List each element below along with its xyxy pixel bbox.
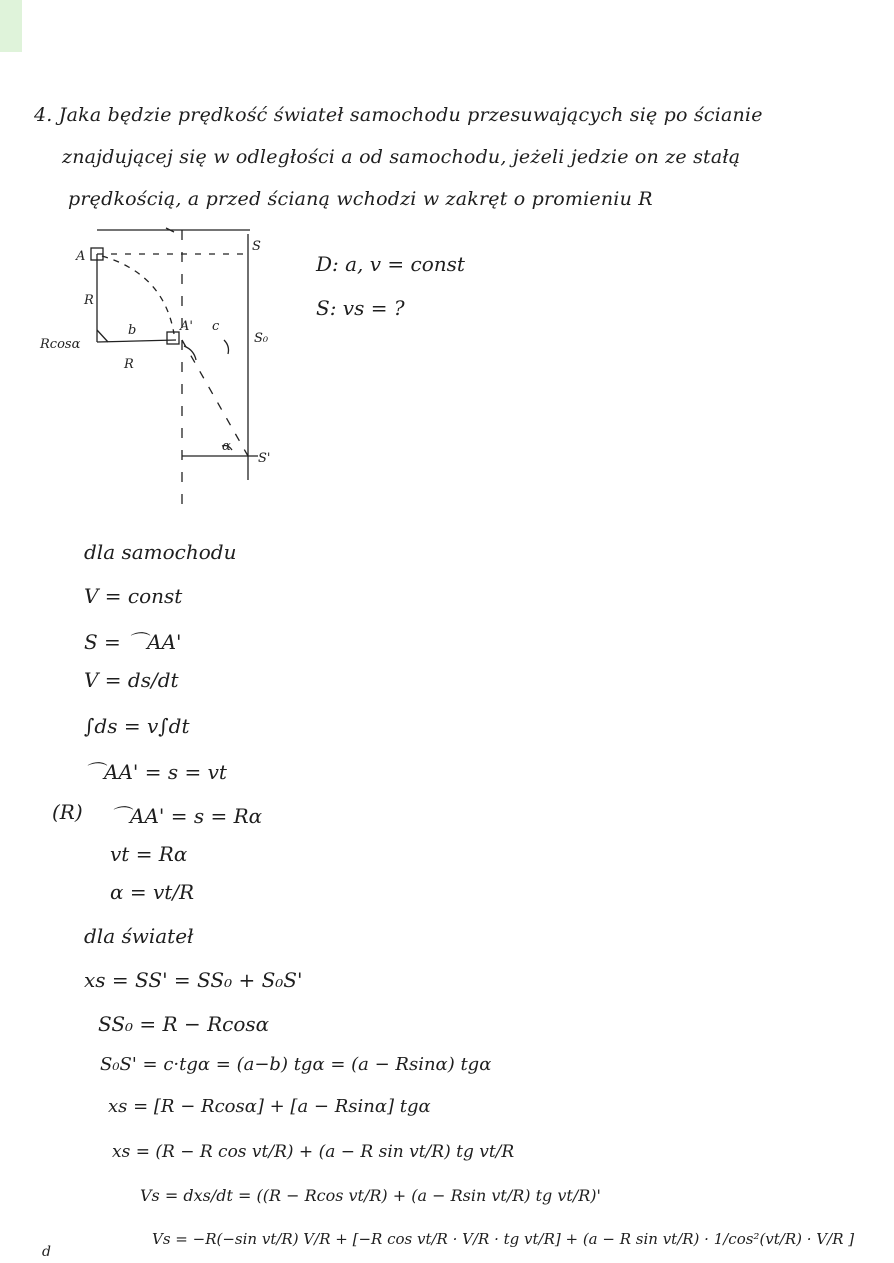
marker-R: (R) [52,800,83,824]
light-beam-line [182,340,248,456]
light-eq-6: Vs = dxs/dt = ((R − Rcos vt/R) + (a − Rsin vt/R) tg vt/R)' [140,1186,601,1205]
label-S: S [252,239,261,254]
label-b: b [128,323,137,338]
geometry-diagram [36,218,306,518]
sought-quantity: S: vs = ? [316,296,405,320]
angle-eq-2: vt = Rα [110,842,188,866]
light-eq-4: xs = [R − Rcosα] + [a − Rsinα] tgα [108,1096,431,1117]
light-eq-3: S₀S' = c·tgα = (a−b) tgα = (a − Rsinα) tgα [100,1054,492,1075]
problem-line-2: znajdującej się w odległości a od samochodu, jeżeli jedzie on ze stałą [62,146,741,168]
label-alpha: α [222,439,231,454]
problem-line-1: 4. Jaka będzie prędkość świateł samochodu przesuwających się po ścianie [34,104,763,126]
car-eq-5: ⌒AA' = s = vt [84,760,227,784]
label-A-prime: A' [180,319,193,334]
angle-eq-1: ⌒AA' = s = Rα [110,804,263,828]
label-S-prime: S' [258,451,271,466]
diagram-svg [36,218,306,518]
car-eq-3: V = ds/dt [84,668,179,692]
car-eq-2: S = ⌒AA' [84,630,182,654]
car-heading: dla samochodu [84,540,237,564]
car-eq-1: V = const [84,584,183,608]
car-eq-4: ∫ds = v∫dt [84,714,190,738]
car-box-A-prime [167,332,179,344]
page-corner-tab [0,0,22,52]
label-R-vertical: R [84,293,94,308]
label-A: A [76,249,86,264]
light-eq-7: Vs = −R(−sin vt/R) V/R + [−R cos vt/R · V/R · tg vt/R] + (a − R sin vt/R) · 1/cos²(vt/R) · V/R ] [152,1230,855,1248]
light-heading: dla świateł [84,924,194,948]
light-eq-1: xs = SS' = SS₀ + S₀S' [84,968,303,992]
label-R-horizontal: R [124,357,134,372]
problem-line-3: prędkością, a przed ścianą wchodzi w zakręt o promieniu R [68,188,653,210]
footer-mark: d [42,1244,51,1260]
label-c: c [212,319,220,334]
label-S0: S₀ [254,331,269,346]
label-Rcos: Rcosα [40,337,81,352]
angle-eq-3: α = vt/R [110,880,195,904]
angle-mark-A-prime [184,346,196,360]
given-data: D: a, v = const [316,252,465,276]
arc-path [102,256,174,334]
angle-mark-S0 [224,340,229,354]
light-eq-2: SS₀ = R − Rcosα [98,1012,270,1036]
angle-mark-A [97,330,108,342]
light-eq-5: xs = (R − R cos vt/R) + (a − R sin vt/R) tg vt/R [112,1142,515,1162]
radius-horizontal-line [97,340,176,342]
